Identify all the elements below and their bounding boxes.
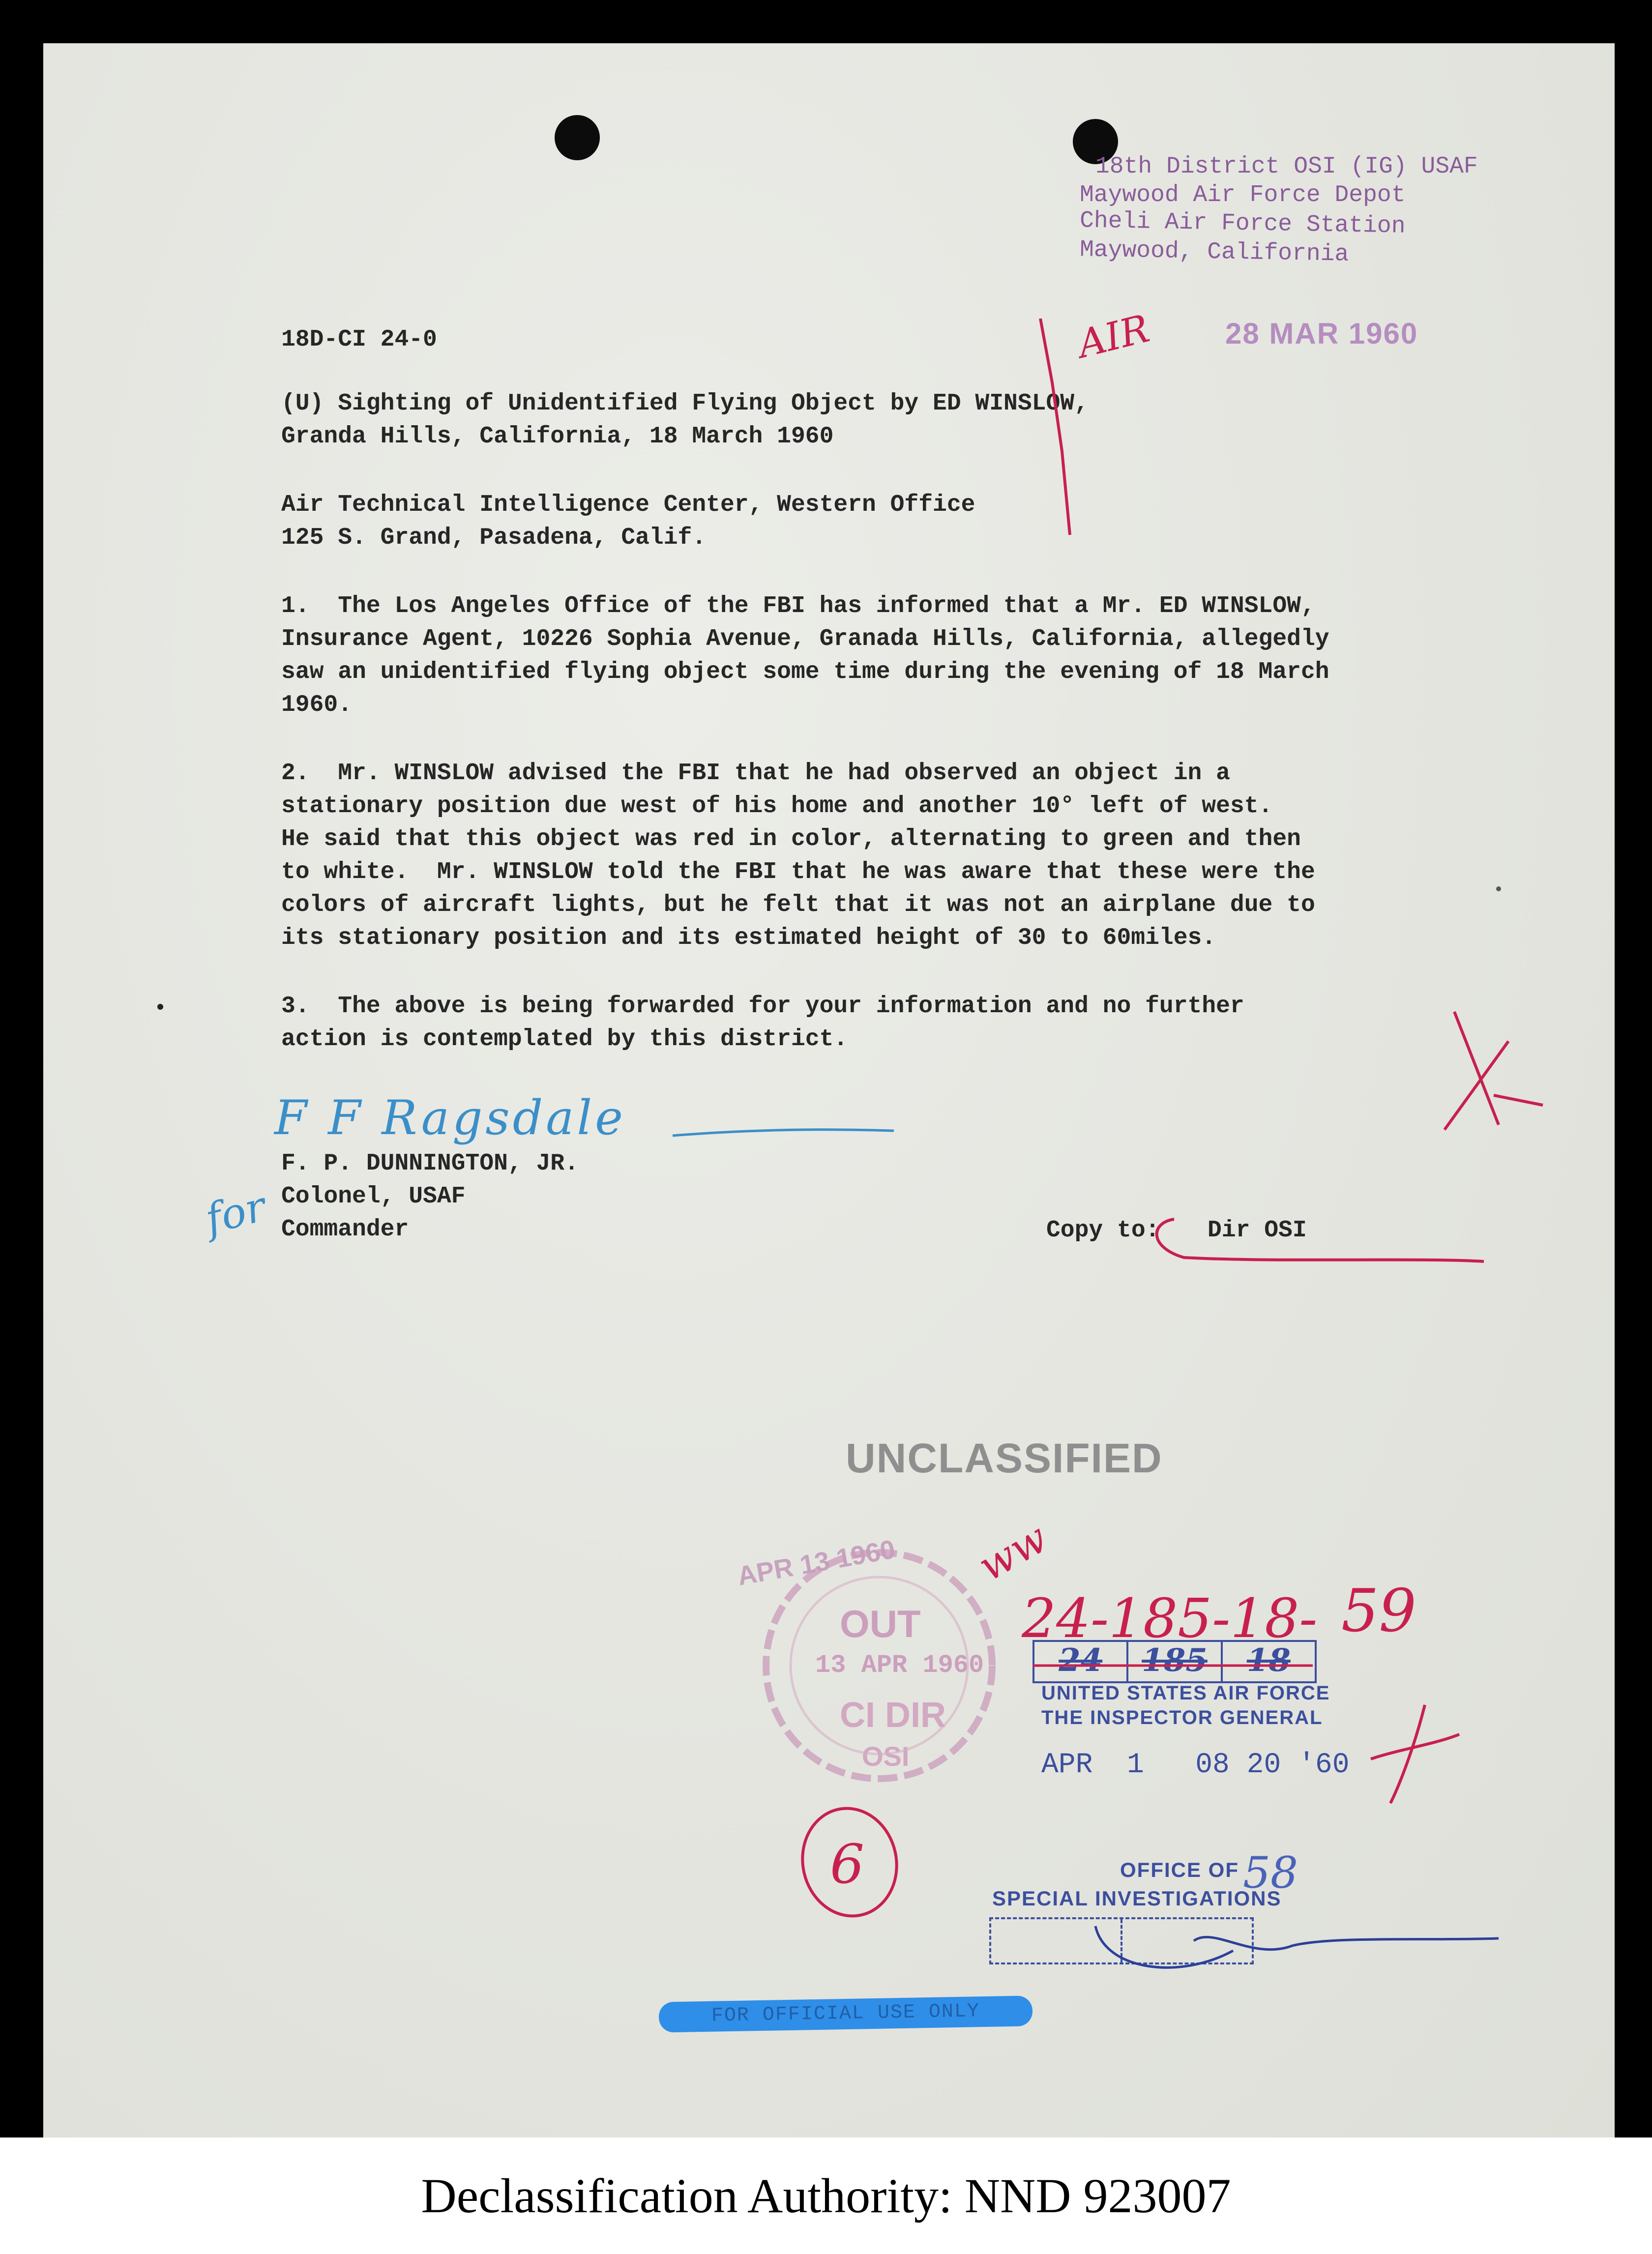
round-stamp-out: OUT	[840, 1602, 921, 1645]
document-page	[43, 43, 1615, 2137]
addressee-line1: Air Technical Intelligence Center, Western Office	[281, 492, 975, 518]
red-x-mark	[1445, 1012, 1543, 1130]
osi-stamp-signature	[1095, 1926, 1499, 1967]
signer-name: F. P. DUNNINGTON, JR.	[281, 1150, 579, 1177]
paragraph-line: 3. The above is being forwarded for your information and no further	[281, 993, 1244, 1020]
round-stamp-inner-ring	[791, 1577, 968, 1754]
handwritten-air: AIR	[1073, 306, 1154, 367]
subject-line2: Granda Hills, California, 18 March 1960	[281, 423, 834, 450]
ig-stamp-date: APR 1 08 20 '60	[1041, 1749, 1350, 1781]
paragraph-line: saw an unidentified flying object some time during the evening of 18 March	[281, 659, 1329, 685]
handwritten-file-number: 24-185-18-	[1022, 1587, 1318, 1650]
paragraph-line: its stationary position and its estimated height of 30 to 60miles.	[281, 925, 1216, 951]
handwritten-6: 6	[830, 1833, 864, 1896]
red-circle-6	[793, 1800, 907, 1925]
round-stamp-ring	[766, 1552, 992, 1779]
signer-rank: Colonel, USAF	[281, 1183, 466, 1210]
date-received-stamp: 28 MAR 1960	[1225, 317, 1418, 350]
ig-box-value: 24	[1034, 1642, 1128, 1681]
stray-dot	[1496, 886, 1501, 891]
unclassified-stamp: UNCLASSIFIED	[846, 1435, 1163, 1481]
ig-box-value: 18	[1246, 1642, 1291, 1679]
osi-stamp-line2: SPECIAL INVESTIGATIONS	[992, 1887, 1282, 1910]
paragraph-line: action is contemplated by this district.	[281, 1026, 848, 1053]
paragraph-line: 2. Mr. WINSLOW advised the FBI that he had observed an object in a	[281, 760, 1230, 787]
paragraph-line: 1. The Los Angeles Office of the FBI has informed that a Mr. ED WINSLOW,	[281, 593, 1315, 619]
district-stamp-line2: Maywood Air Force Depot	[1080, 182, 1406, 208]
stray-dot	[157, 1004, 163, 1010]
round-stamp-code1: CI DIR	[840, 1696, 946, 1735]
copy-to-label: Copy to:	[1046, 1217, 1160, 1244]
handwritten-ww: ww	[970, 1513, 1056, 1591]
handwritten-for: for	[200, 1182, 270, 1244]
round-stamp-code2: OSI	[862, 1741, 910, 1772]
declassification-caption: Declassification Authority: NND 923007	[0, 2137, 1652, 2254]
addressee-line2: 125 S. Grand, Pasadena, Calif.	[281, 525, 707, 551]
red-margin-line	[1040, 319, 1070, 535]
handwritten-signature: F F Ragsdale	[274, 1090, 626, 1145]
subject-line1: (U) Sighting of Unidentified Flying Object by ED WINSLOW,	[281, 390, 1089, 417]
ig-stamp-line2: THE INSPECTOR GENERAL	[1041, 1707, 1323, 1728]
paragraph-line: Insurance Agent, 10226 Sophia Avenue, Granada Hills, California, allegedly	[281, 626, 1329, 652]
file-number: 18D-CI 24-0	[281, 326, 437, 353]
signer-title: Commander	[281, 1216, 409, 1243]
official-use-text: FOR OFFICIAL USE ONLY	[711, 2000, 980, 2027]
red-underline-dir-osi	[1157, 1219, 1484, 1261]
ig-box-value: 185	[1128, 1642, 1222, 1681]
paragraph-line: to white. Mr. WINSLOW told the FBI that he was aware that these were the	[281, 859, 1315, 885]
handwritten-59: 59	[1341, 1577, 1416, 1645]
round-stamp-date-top: APR 13 1960	[735, 1534, 897, 1591]
paragraph-line: colors of aircraft lights, but he felt that it was not an airplane due to	[281, 892, 1315, 918]
ink-marks-layer	[43, 43, 1615, 2137]
copy-to-recipient: Dir OSI	[1208, 1217, 1307, 1244]
ig-stamp-line1: UNITED STATES AIR FORCE	[1041, 1682, 1330, 1704]
blue-signature-tail	[673, 1130, 894, 1136]
paragraph-line: stationary position due west of his home and another 10° left of west.	[281, 793, 1273, 820]
district-stamp-line1: 18th District OSI (IG) USAF	[1095, 153, 1478, 180]
red-scribble	[1371, 1705, 1459, 1803]
round-stamp-date-mid: 13 APR 1960	[815, 1651, 984, 1680]
handwritten-58: 58	[1243, 1847, 1298, 1898]
paragraph-line: He said that this object was red in color, alternating to green and then	[281, 826, 1301, 852]
osi-stamp-line1: OFFICE OF	[1120, 1858, 1239, 1881]
district-stamp-line4: Maywood, California	[1079, 236, 1349, 268]
paragraph-line: 1960.	[281, 692, 353, 718]
district-stamp-line3: Cheli Air Force Station	[1079, 207, 1406, 240]
